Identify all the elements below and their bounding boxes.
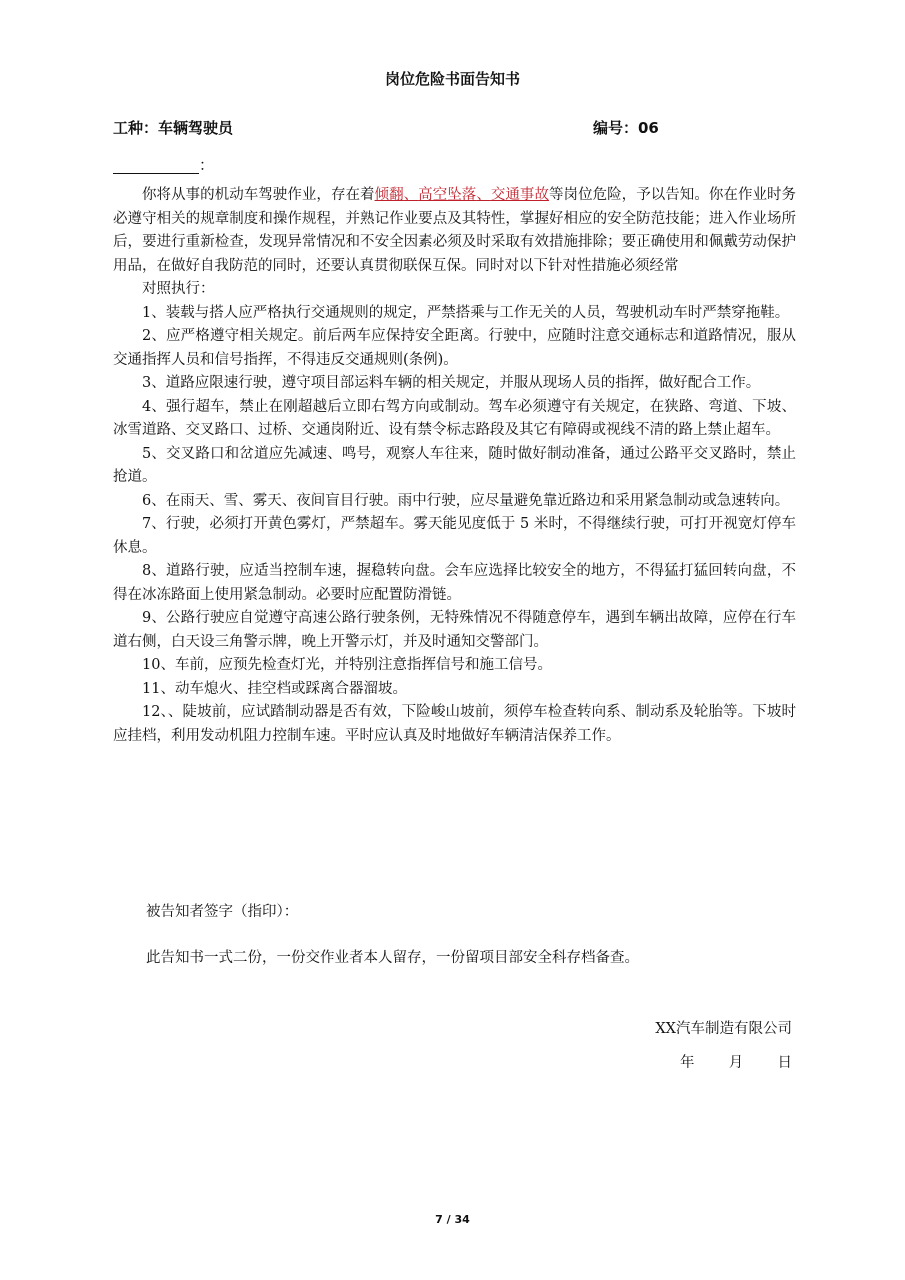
intro-text-start: 你将从事的机动车驾驶作业，存在着 <box>142 187 375 203</box>
notice-body <box>113 184 796 748</box>
date-year: 年 <box>680 1055 695 1071</box>
measure-item: 8、道路行驶，应适当控制车速，握稳转向盘。会车应选择比较安全的地方，不得猛打猛回转向盘，不得在冰冻路面上使用紧急制动。必要时应配置防滑链。 <box>113 563 796 603</box>
hazard-separator: 、 <box>476 187 491 203</box>
hazard-term: 交通事故 <box>490 187 549 203</box>
document-title: 岗位危险书面告知书 <box>384 70 520 88</box>
page-number: 7 / 34 <box>435 1213 470 1226</box>
intro-paragraph <box>113 184 796 278</box>
measure-item: 3、道路应限速行驶，遵守项目部运料车辆的相关规定，并服从现场人员的指挥，做好配合工作。 <box>142 375 761 391</box>
addressee-line <box>113 156 214 174</box>
measure-item: 12、、陡坡前，应试踏制动器是否有效，下险峻山坡前，须停车检查转向系、制动系及轮胎等。下坡时应挂档，利用发动机阻力控制车速。平时应认真及时地做好车辆清洁保养工作。 <box>113 704 796 744</box>
intro-text-end: 等岗位危险，予以告知。你在作业时务必遵守相关的规章制度和操作规程，并熟记作业要点及其特性，掌握好相应的安全防范技能；进入作业场所后，要进行重新检查，发现异常情况和不安全因素必须及时采取有效措施排除；要正确使用和佩戴劳动保护用品，在做好自我防范的同时，还要认真贯彻联保互保。同时对以下针对性措施必须经常 <box>113 187 797 274</box>
hazard-term: 高空坠落 <box>418 187 477 203</box>
hazard-separator: 、 <box>403 187 419 203</box>
measure-item: 5、交叉路口和岔道应先减速、鸣号，观察人车往来，随时做好制动准备，通过公路平交叉路时，禁止抢道。 <box>113 445 796 485</box>
measure-item: 2、应严格遵守相关规定。前后两车应保持安全距离。行驶中，应随时注意交通标志和道路情况，服从交通指挥人员和信号指挥，不得违反交通规则(条例)。 <box>113 328 796 368</box>
execute-label: 对照执行： <box>142 281 215 297</box>
job-type-label: 工种：车辆驾驶员 <box>113 119 234 137</box>
measure-item: 6、在雨天、雪、雾天、夜间盲目行驶。雨中行驶，应尽量避免靠近路边和采用紧急制动或急速转向。 <box>142 492 790 509</box>
measure-item: 7、行驶，必须打开黄色雾灯，严禁超车。雾天能见度低于 5 米时，不得继续行驶，可打开视宽灯停车休息。 <box>113 516 796 556</box>
addressee-colon: ： <box>199 156 215 174</box>
document-number-label: 编号：06 <box>593 119 659 137</box>
measure-item: 10、车前，应预先检查灯光，并特别注意指挥信号和施工信号。 <box>142 657 552 673</box>
copies-note: 此告知书一式二份，一份交作业者本人留存，一份留项目部安全科存档备查。 <box>146 950 639 966</box>
date-month: 月 <box>728 1055 744 1071</box>
measure-item: 11、动车熄火、挂空档或踩离合器溜坡。 <box>142 680 407 697</box>
hazard-term: 倾翻 <box>374 187 404 203</box>
measure-item: 1、装载与搭人应严格执行交通规则的规定，严禁搭乘与工作无关的人员，驾驶机动车时严禁穿拖鞋。 <box>142 304 790 321</box>
company-name: XX汽车制造有限公司 <box>655 1021 792 1037</box>
date-line <box>680 1051 792 1072</box>
signature-label: 被告知者签字（指印）： <box>146 904 299 920</box>
date-day: 日 <box>777 1055 792 1071</box>
addressee-blank <box>113 159 199 174</box>
measure-item: 9、公路行驶应自觉遵守高速公路行驶条例，无特殊情况不得随意停车，遇到车辆出故障，应停在行车道右侧，白天设三角警示牌，晚上开警示灯，并及时通知交警部门。 <box>113 610 796 650</box>
measure-item: 4、强行超车，禁止在刚超越后立即右驾方向或制动。驾车必须遵守有关规定，在狭路、弯道、下坡、冰雪道路、交叉路口、过桥、交通岗附近、设有禁令标志路段及其它有障碍或视线不清的路上禁止超车。 <box>113 398 796 438</box>
